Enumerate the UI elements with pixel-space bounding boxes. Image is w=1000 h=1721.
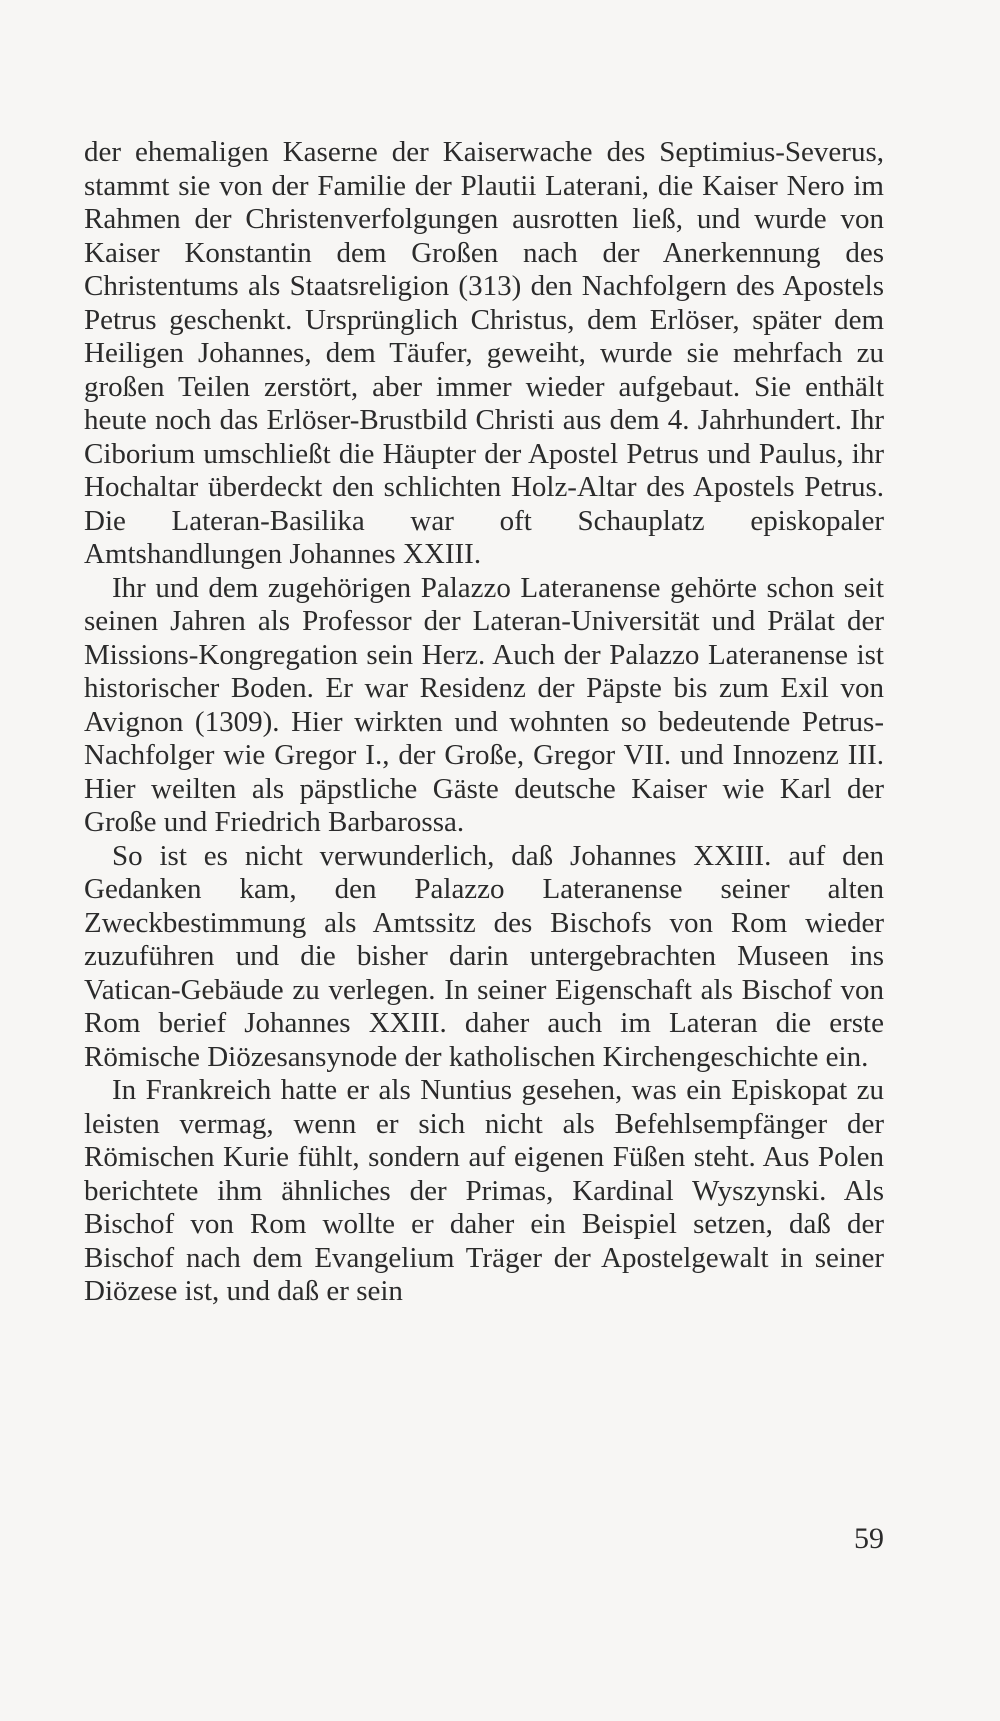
paragraph-2: Ihr und dem zugehörigen Palazzo Lateranense gehörte schon seit seinen Jahren als Professor der Lateran-Universität und Prälat der Missions-Kongregation sein Herz. Auch der Palazzo Lateranense ist historischer Boden. Er war Residenz der Päpste bis zum Exil von Avignon (1309). Hier wirkten und wohnten so bedeutende Petrus-Nachfolger wie Gregor I., der Große, Gregor VII. und Innozenz III. Hier weilten als päpstliche Gäste deutsche Kaiser wie Karl der Große und Friedrich Barbarossa. — [84, 571, 884, 838]
body-text — [84, 136, 884, 1309]
page-number: 59 — [854, 1522, 884, 1555]
paragraph-4: In Frankreich hatte er als Nuntius gesehen, was ein Episkopat zu leisten vermag, wenn er sich nicht als Befehlsempfänger der Römischen Kurie fühlt, sondern auf eigenen Füßen steht. Aus Polen berichtete ihm ähnliches der Primas, Kardinal Wyszynski. Als Bischof von Rom wollte er daher ein Beispiel setzen, daß der Bischof nach dem Evangelium Träger der Apostelgewalt in seiner Diözese ist, und daß er sein — [84, 1074, 884, 1307]
paragraph-3: So ist es nicht verwunderlich, daß Johannes XXIII. auf den Gedanken kam, den Palazzo Lateranense seiner alten Zweckbestimmung als Amtssitz des Bischofs von Rom wieder zuzuführen und die bisher darin untergebrachten Museen ins Vatican-Gebäude zu verlegen. In seiner Eigenschaft als Bischof von Rom berief Johannes XXIII. daher auch im Lateran die erste Römische Diözesansynode der katholischen Kirchengeschichte ein. — [84, 839, 884, 1073]
paragraph-1: der ehemaligen Kaserne der Kaiserwache des Septimius-Severus, stammt sie von der Familie der Plautii Laterani, die Kaiser Nero im Rahmen der Christenverfolgungen ausrotten ließ, und wurde von Kaiser Konstantin dem Großen nach der Anerkennung des Christentums als Staatsreligion (313) den Nachfolgern des Apostels Petrus geschenkt. Ursprünglich Christus, dem Erlöser, später dem Heiligen Johannes, dem Täufer, geweiht, wurde sie mehrfach zu großen Teilen zerstört, aber immer wieder aufgebaut. Sie enthält heute noch das Erlöser-Brustbild Christi aus dem 4. Jahrhundert. Ihr Ciborium umschließt die Häupter der Apostel Petrus und Paulus, ihr Hochaltar überdeckt den schlichten Holz-Altar des Apostels Petrus. Die Lateran-Basilika war oft Schauplatz episkopaler Amtshandlungen Johannes XXIII. — [84, 136, 884, 570]
